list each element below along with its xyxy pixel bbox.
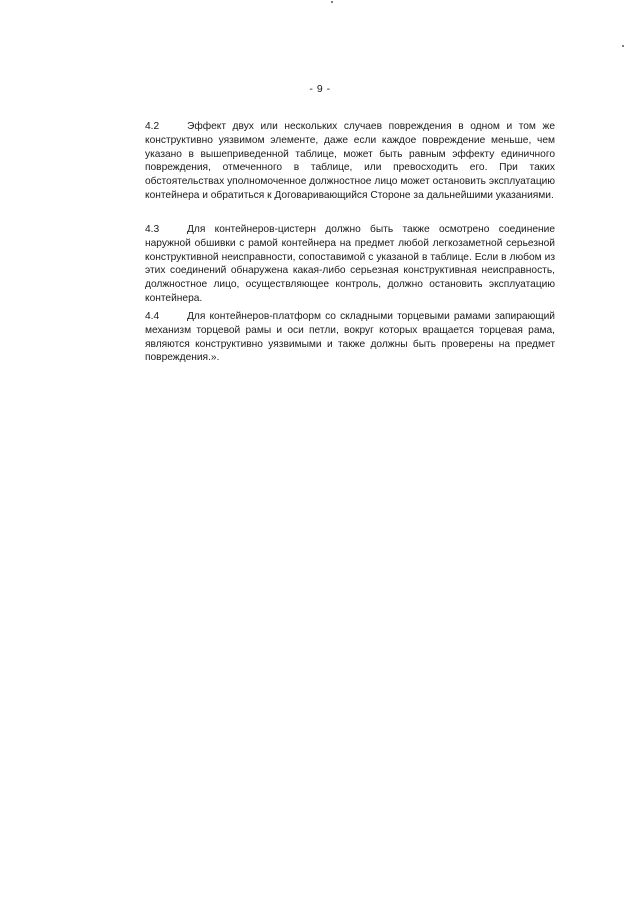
paragraph-number: 4.2 (145, 121, 160, 132)
paragraph-4-4 (145, 310, 555, 365)
paragraph-4-3 (145, 223, 555, 306)
scan-speck (331, 1, 333, 3)
paragraph-text: Эффект двух или нескольких случаев повреждения в одном и том же конструктивно уязвимом элементе, даже если каждое повреждение меньше, чем указано в вышеприведенной таблице, может быть равным эффекту единичного повреждения, отмеченного в таблице, или превосходить его. При таких обстоятельствах уполномоченное должностное лицо может остановить эксплуатацию контейнера и обратиться к Договаривающийся Стороне за дальнейшими указаниями. (145, 121, 555, 201)
paragraph-number: 4.4 (145, 311, 160, 322)
page-number: - 9 - (309, 83, 331, 95)
scan-speck (622, 45, 624, 47)
paragraph-4-2 (145, 120, 555, 203)
paragraph-text: Для контейнеров-цистерн должно быть также осмотрено соединение наружной обшивки с рамой контейнера на предмет любой легкозаметной серьезной конструктивной неисправности, сопоставимой с указаной в таблице. Если в любом из этих соединений обнаружена какая-либо серьезная конструктивная неисправность, должностное лицо, осуществляющее контроль, должно остановить эксплуатацию контейнера. (145, 224, 555, 304)
paragraph-number: 4.3 (145, 224, 160, 235)
paragraph-text: Для контейнеров-платформ со складными торцевыми рамами запирающий механизм торцевой рамы и оси петли, вокруг которых вращается торцевая рама, являются конструктивно уязвимыми и также должны быть проверены на предмет повреждения.». (145, 311, 555, 364)
